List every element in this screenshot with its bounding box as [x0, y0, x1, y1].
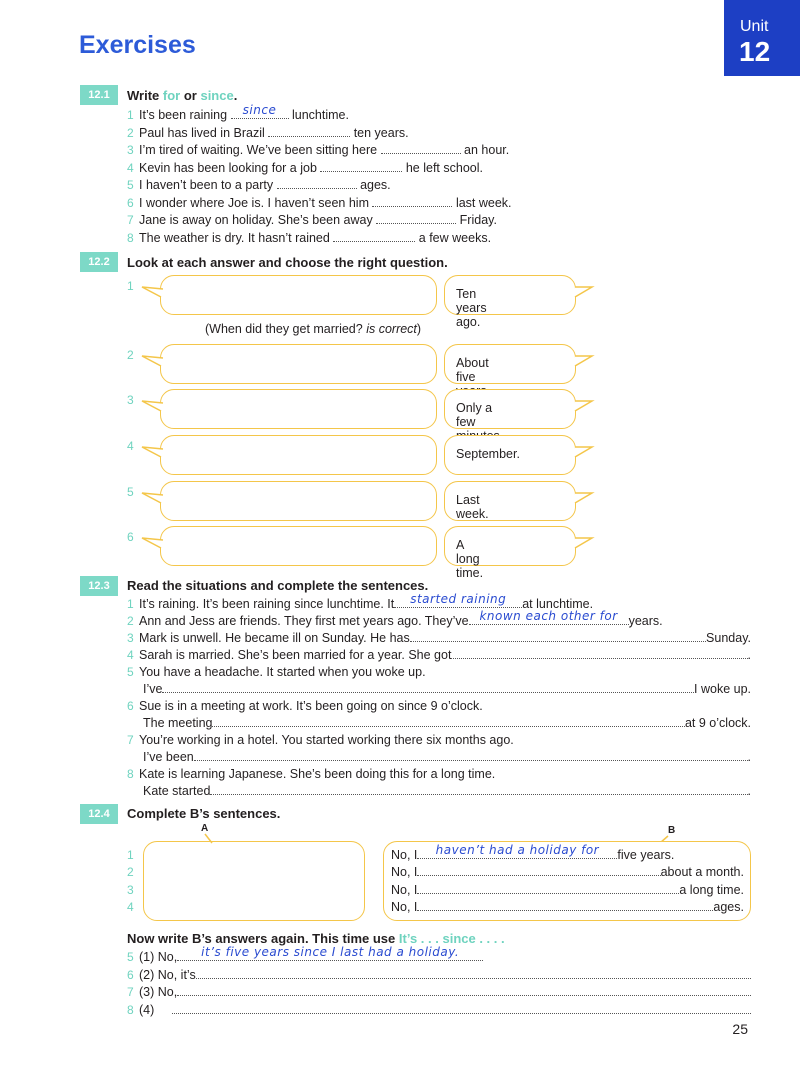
item-text: I’ve been — [143, 750, 194, 764]
item-text: You’re working in a hotel. You started working there six months ago. — [139, 733, 514, 747]
item-text: Kate started — [143, 784, 211, 798]
item-number: 7 — [127, 213, 134, 227]
item-text: Sunday. — [706, 631, 751, 645]
item-text: You have a headache. It started when you woke up. — [139, 665, 426, 679]
item-text: No, I — [391, 883, 418, 897]
item-number: 2 — [127, 125, 134, 140]
item-text: I haven’t been to a party — [139, 178, 277, 192]
item-number: 6 — [127, 195, 134, 210]
exercise-badge: 12.2 — [80, 252, 118, 272]
item-number: 7 — [127, 985, 134, 999]
handwritten-answer: since — [242, 103, 277, 117]
handwritten-answer: known each other for — [479, 609, 618, 623]
item-text: (3) No, — [139, 985, 178, 999]
exercise-badge: 12.1 — [80, 85, 118, 105]
handwritten-answer: started raining — [410, 592, 507, 606]
speaker-b-reply — [391, 865, 744, 879]
answer-blank[interactable] — [177, 985, 751, 996]
answer-blank[interactable] — [417, 843, 617, 859]
item-number: 5 — [127, 485, 134, 499]
item-text: Kevin has been looking for a job — [139, 160, 321, 175]
exercise-instruction: Write for or since. — [127, 88, 238, 103]
answer-blank[interactable] — [196, 968, 751, 979]
exercise-item — [127, 1003, 751, 1021]
item-text: It’s raining. It’s been raining since lunchtime. It — [139, 597, 395, 611]
item-text: I’m tired of waiting. We’ve been sitting here — [139, 143, 381, 157]
item-number: 4 — [127, 648, 134, 662]
exercise-instruction: Look at each answer and choose the right question. — [127, 255, 448, 270]
item-number: 6 — [127, 530, 134, 544]
item-text: lunchtime. — [288, 108, 349, 122]
item-text: Paul has lived in Brazil — [139, 125, 269, 140]
exercise-badge: 12.3 — [80, 576, 118, 596]
answer-text: Last week. — [456, 493, 489, 521]
item-number: 7 — [127, 733, 134, 747]
item-text: It’s been raining — [139, 108, 231, 122]
item-text: The weather is dry. It hasn’t rained — [139, 230, 334, 245]
item-number: 3 — [127, 631, 134, 645]
item-text: an hour. — [460, 143, 510, 157]
answer-text: About five — [456, 356, 489, 384]
item-number: 8 — [127, 230, 134, 245]
item-text: about a month. — [660, 865, 744, 879]
item-text: No, I — [391, 848, 418, 862]
answer-blank[interactable] — [417, 900, 713, 911]
item-number: 6 — [127, 967, 134, 982]
exercise-item — [127, 945, 751, 968]
item-text: ten years. — [350, 125, 409, 140]
item-number: 2 — [127, 865, 134, 879]
item-number: 5 — [127, 665, 134, 679]
item-number: 2 — [127, 614, 134, 628]
item-number: 3 — [127, 393, 134, 407]
item-text: (2) No, it’s — [139, 967, 196, 982]
item-number: 4 — [127, 439, 134, 453]
item-text: The meeting — [143, 716, 213, 730]
answer-text: Ten years ago. — [456, 287, 487, 329]
item-text: . — [747, 784, 751, 798]
speaker-b-reply — [391, 843, 744, 862]
item-number: 5 — [127, 950, 134, 964]
item-text: last week. — [452, 195, 512, 210]
item-number: 6 — [127, 699, 134, 713]
item-text: five years. — [617, 848, 675, 862]
item-number: 5 — [127, 178, 134, 192]
item-text: ages. — [356, 178, 391, 192]
item-text: (1) No, — [139, 950, 178, 964]
item-text: he left school. — [402, 160, 483, 175]
item-text: No, I — [391, 900, 418, 914]
answer-blank[interactable] — [172, 1003, 751, 1014]
item-number: 3 — [127, 143, 134, 157]
exercise-instruction: Complete B’s sentences. — [127, 806, 281, 821]
answer-text: September. — [456, 447, 520, 461]
page-title: Exercises — [79, 31, 196, 59]
item-number: 1 — [127, 848, 134, 862]
item-number: 1 — [127, 108, 134, 122]
item-text: I’ve — [143, 682, 163, 696]
item-text: . — [747, 750, 751, 764]
item-number: 4 — [127, 900, 134, 914]
item-text: Sue is in a meeting at work. It’s been going on since 9 o’clock. — [139, 699, 483, 713]
item-number: 1 — [127, 597, 134, 611]
item-text: Ann and Jess are friends. They first met years ago. They’ve — [139, 614, 469, 628]
answer-text: A long time. — [456, 538, 484, 580]
item-number: 1 — [127, 279, 134, 293]
answer-blank[interactable] — [177, 945, 483, 961]
example-note: (When did they get married? is correct) — [205, 322, 422, 336]
speaker-a-label: A — [201, 823, 209, 834]
exercise-items — [127, 945, 751, 1020]
unit-number: 12 — [739, 36, 771, 67]
item-text: I woke up. — [694, 682, 751, 696]
item-text: Friday. — [456, 213, 497, 227]
item-number: 8 — [127, 767, 134, 781]
item-text: Sarah is married. She’s been married for a year. She got — [139, 648, 452, 662]
unit-label: Unit — [740, 18, 769, 35]
item-number: 8 — [127, 1002, 134, 1017]
answer-blank[interactable] — [417, 865, 660, 876]
item-text: (4) — [139, 1002, 155, 1017]
answer-text: Only a few — [456, 401, 493, 429]
speaker-b-reply — [391, 900, 744, 914]
exercise-item — [127, 968, 751, 986]
item-text: years. — [628, 614, 663, 628]
speaker-b-reply — [391, 883, 744, 897]
handwritten-answer: it’s five years since I last had a holiday. — [201, 945, 460, 959]
item-text: a long time. — [679, 883, 744, 897]
page-number: 25 — [732, 1021, 748, 1037]
exercise-instruction-2: Now write B’s answers again. This time use It’s . . . since . . . . — [127, 931, 505, 946]
item-number: 2 — [127, 348, 134, 362]
item-text: I wonder where Joe is. I haven’t seen him — [139, 195, 373, 210]
item-text: at 9 o’clock. — [684, 716, 751, 730]
exercise-item — [127, 985, 751, 1003]
item-text: Kate is learning Japanese. She’s been doing this for a long time. — [139, 767, 496, 781]
item-text: a few weeks. — [415, 230, 492, 245]
exercise-instruction: Read the situations and complete the sentences. — [127, 578, 429, 593]
exercise-badge: 12.4 — [80, 804, 118, 824]
item-text: No, I — [391, 865, 418, 879]
item-text: Jane is away on holiday. She’s been away — [139, 213, 377, 227]
item-text: . — [747, 648, 751, 662]
speaker-b-label: B — [668, 825, 676, 836]
item-text: at lunchtime. — [522, 597, 594, 611]
item-text: ages. — [713, 900, 744, 914]
item-number: 4 — [127, 160, 134, 175]
answer-blank[interactable] — [417, 883, 679, 894]
item-number: 3 — [127, 883, 134, 897]
handwritten-answer: haven’t had a holiday for — [435, 843, 600, 857]
item-text: Mark is unwell. He became ill on Sunday. He has — [139, 631, 410, 645]
